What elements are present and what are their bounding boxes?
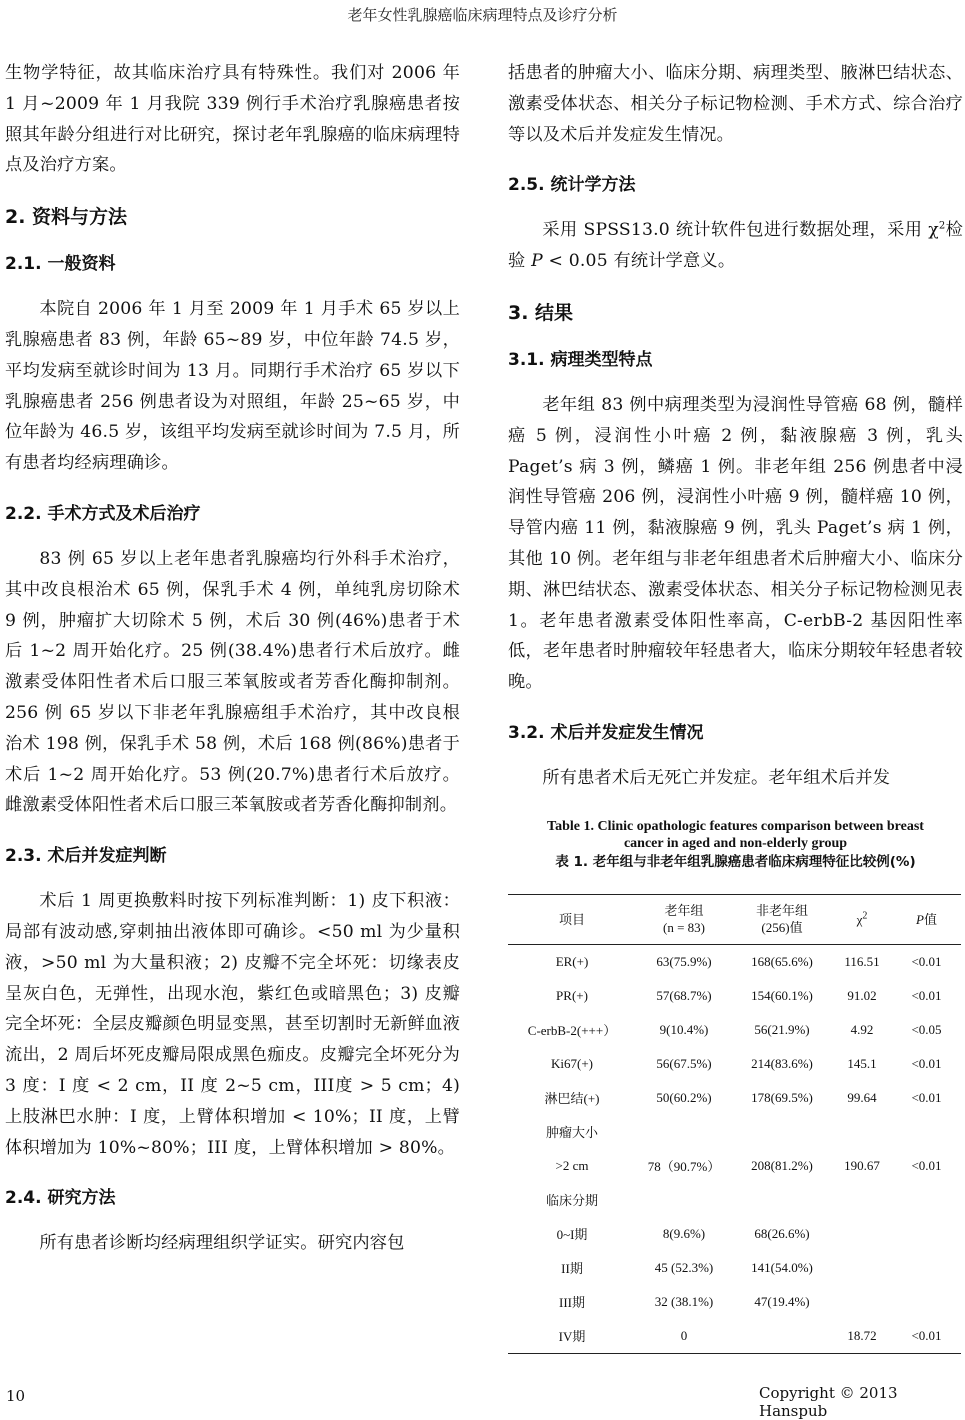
p-symbol: P: [531, 251, 543, 272]
table-cell: 145.1: [847, 1055, 877, 1071]
table-cell: 18.72: [832, 1319, 892, 1354]
table-cell: 临床分期: [545, 1193, 598, 1209]
table-cell: [832, 1217, 892, 1251]
section-2-4-heading: 2.4. 研究方法: [5, 1188, 116, 1209]
table-cell: [832, 1183, 892, 1217]
table-cell: PR(+): [556, 987, 588, 1003]
section-3-2-paragraph: 所有患者术后无死亡并发症。老年组术后并发: [542, 767, 891, 788]
table-row: [508, 1251, 961, 1285]
table-cell: [732, 1183, 832, 1217]
section-2-2-paragraph: 83 例 65 岁以上老年患者乳腺癌均行外科手术治疗，其中改良根治术 65 例，保乳手术 4 例，单纯乳房切除术 9 例，肿瘤扩大切除术 5 例，术后 30 例(46%)患者于术后 1~2 周开始化疗。25 例(38.4%)患者行术后放疗。雌激素受体阳性者术后口服三苯氧胺或者芳香化酶抑制剂。256 例 65 岁以下非老年乳腺癌组手术治疗，其中改良根治术 198 例，保乳手术 58 例，术后 168 例(86%)患者于术后 1~2 周开始化疗。53 例(20.7%)患者行术后放疗。雌激素受体阳性者术后口服三苯氧胺或者芳香化酶抑制剂。: [5, 548, 460, 816]
stats-text-c: < 0.05 有统计学意义。: [542, 251, 736, 272]
table-cell: C-erbB-2(+++）: [527, 1023, 617, 1039]
table-row: [508, 944, 961, 979]
right-column: [508, 58, 963, 1354]
table-row: [508, 1217, 961, 1251]
table-cell: [832, 1115, 892, 1149]
table-caption-en-line-2: cancer in aged and non-elderly group: [623, 835, 848, 851]
section-2-1-heading: 2.1. 一般资料: [5, 254, 116, 275]
table-cell: 32 (38.1%): [654, 1293, 714, 1309]
table-cell: 0~I期: [556, 1227, 588, 1243]
table-cell: <0.01: [911, 987, 942, 1003]
table-cell: 154(60.1%): [751, 987, 813, 1003]
table-cell: >2 cm: [555, 1157, 589, 1173]
table-cell: 141(54.0%): [751, 1259, 813, 1275]
table-cell: 68(26.6%): [754, 1225, 810, 1241]
section-2-1-paragraph: 本院自 2006 年 1 月至 2009 年 1 月手术 65 岁以上乳腺癌患者 83 例，年龄 65~89 岁，中位年龄 74.5 岁，平均发病至就诊时间为 13 月。同期行手术治疗 65 岁以下乳腺癌患者 256 例患者设为对照组，年龄 25~65 岁，中位年龄为 46.5 岁，该组平均发病至就诊时间为 7.5 月，所有患者均经病理确诊。: [5, 299, 460, 474]
table-cell: 0: [636, 1319, 732, 1354]
section-2-4-paragraph: 所有患者诊断均经病理组织学证实。研究内容包: [39, 1233, 405, 1254]
table-row: [508, 1047, 961, 1081]
table-cell: ER(+): [555, 953, 589, 969]
copyright-notice: Copyright © 2013 Hanspub: [759, 1384, 898, 1420]
table-1: [508, 894, 961, 1354]
section-3-2-heading: 3.2. 术后并发症发生情况: [508, 722, 704, 743]
table-cell: [832, 1251, 892, 1285]
table-row: [508, 1183, 961, 1217]
table-cell: IV期: [508, 1319, 636, 1354]
table-cell: 208(81.2%): [751, 1157, 813, 1173]
table-cell: [636, 1183, 732, 1217]
table-cell: 168(65.6%): [751, 953, 813, 969]
table-cell: 57(68.7%): [656, 987, 712, 1003]
table-cell: 91.02: [847, 987, 877, 1003]
table-cell: [732, 1319, 832, 1354]
table-cell: [732, 1115, 832, 1149]
table-cell: III期: [559, 1295, 585, 1311]
table-cell: <0.01: [911, 1157, 942, 1173]
table-cell: <0.01: [892, 1319, 961, 1354]
table-cell: [892, 1217, 961, 1251]
table-cell: <0.01: [911, 1055, 942, 1071]
section-2-2-heading: 2.2. 手术方式及术后治疗: [5, 503, 201, 524]
table-cell: <0.01: [911, 1089, 942, 1105]
stats-text-a: 采用 SPSS13.0 统计软件包进行数据处理，采用 χ: [542, 220, 939, 241]
table-row: [508, 1013, 961, 1047]
section-3-1-paragraph: 老年组 83 例中病理类型为浸润性导管癌 68 例，髓样癌 5 例，浸润性小叶癌 2 例，黏液腺癌 3 例，乳头 Paget’s 病 3 例，鳞癌 1 例。非老年组 256 例患者中浸润性导管癌 206 例，浸润性小叶癌 9 例，髓样癌 10 例，导管内癌 11 例，黏液腺癌 9 例，乳头 Paget’s 病 1 例，其他 10 例。老年组与非老年组患者术后肿瘤大小、临床分期、淋巴结状态、激素受体状态、相关分子标记物检测见表 1。老年患者激素受体阳性率高，C-erbB-2 基因阳性率低，老年患者时肿瘤较年轻患者大，临床分期较年轻患者较晚。: [508, 394, 963, 693]
table-cell: 56(21.9%): [754, 1021, 810, 1037]
table-body: [508, 944, 961, 1353]
table-cell: [892, 1251, 961, 1285]
running-header: 老年女性乳腺癌临床病理特点及诊疗分析: [347, 6, 618, 24]
table-header-row: [508, 894, 961, 944]
table-cell: [832, 1285, 892, 1319]
table-cell: 50(60.2%): [656, 1089, 712, 1105]
section-2-4-continued: 括患者的肿瘤大小、临床分期、病理类型、腋淋巴结状态、激素受体状态、相关分子标记物检测、手术方式、综合治疗等以及术后并发症发生情况。: [508, 63, 963, 145]
table-row: [508, 1285, 961, 1319]
table-cell: [892, 1285, 961, 1319]
table-row: [508, 979, 961, 1013]
table-cell: 178(69.5%): [751, 1089, 813, 1105]
header-chi-square: $\chi^2$: [832, 894, 892, 944]
table-cell: 63(75.9%): [656, 953, 712, 969]
section-2-heading: 2. 资料与方法: [5, 206, 128, 229]
header-non-elderly: 非老年组 (256)值: [732, 894, 832, 944]
section-2-3-paragraph: 术后 1 周更换敷料时按下列标准判断：1) 皮下积液：局部有波动感,穿刺抽出液体即可确诊。<50 ml 为少量积液，>50 ml 为大量积液；2) 皮瓣不完全坏死：切缘表皮呈灰白色，无弹性，出现水泡，紫红色或暗黑色；3) 皮瓣完全坏死：全层皮瓣颜色明显变黑，甚至切割时无新鲜血液流出，2 周后坏死皮瓣局限成黑色痂皮。皮瓣完全坏死分为 3 度：I 度 < 2 cm，II 度 2~5 cm，III度 > 5 cm；4) 上肢淋巴水肿：I 度，上臂体积增加 < 10%；II 度，上臂体积增加为 10%~80%；III 度，上臂体积增加 > 80%。: [5, 891, 460, 1158]
table-cell: [892, 1115, 961, 1149]
table-cell: 116.51: [844, 953, 880, 969]
table-cell: [892, 1183, 961, 1217]
table-cell: 214(83.6%): [751, 1055, 813, 1071]
table-cell: <0.05: [911, 1021, 942, 1037]
table-cell: 肿瘤大小: [545, 1125, 598, 1141]
table-cell: 99.64: [847, 1089, 877, 1105]
table-cell: 190.67: [844, 1157, 880, 1173]
section-3-1-heading: 3.1. 病理类型特点: [508, 349, 653, 370]
table-cell: 47(19.4%): [754, 1293, 810, 1309]
page-number: 10: [6, 1387, 26, 1405]
chi-square-superscript: 2: [938, 220, 946, 232]
table-cell: 4.92: [850, 1021, 874, 1037]
section-2-3-heading: 2.3. 术后并发症判断: [5, 846, 167, 867]
table-cell: II期: [561, 1261, 583, 1277]
table-caption-en-line-1: Table 1. Clinic opathologic features comparison between breast: [547, 818, 924, 834]
table-row: [508, 1319, 961, 1354]
intro-paragraph: 生物学特征，故其临床治疗具有特殊性。我们对 2006 年 1 月~2009 年 1 月我院 339 例行手术治疗乳腺癌患者按照其年龄分组进行对比研究，探讨老年乳腺癌的临床病理特点及治疗方案。: [5, 63, 460, 176]
table-cell: 56(67.5%): [656, 1055, 712, 1071]
table-row: [508, 1149, 961, 1183]
left-column: [5, 58, 460, 1259]
header-aged: 老年组 (n = 83): [636, 894, 732, 944]
header-item: 项目: [508, 894, 636, 944]
table-cell: 淋巴结(+): [544, 1091, 600, 1107]
section-2-5-heading: 2.5. 统计学方法: [508, 175, 636, 196]
table-1-block: [508, 818, 963, 1354]
header-p-value: P值: [892, 894, 961, 944]
table-caption-zh: 表 1. 老年组与非老年组乳腺癌患者临床病理特征比较例(%): [555, 853, 916, 870]
stats-text-b: 检验: [508, 220, 963, 272]
table-cell: 9(10.4%): [659, 1021, 709, 1037]
table-cell: 8(9.6%): [662, 1225, 706, 1241]
table-row: [508, 1081, 961, 1115]
table-cell: <0.01: [911, 953, 942, 969]
table-cell: Ki67(+): [551, 1055, 593, 1071]
table-cell: 45 (52.3%): [654, 1259, 714, 1275]
table-cell: [636, 1115, 732, 1149]
section-2-5-paragraph: [508, 215, 963, 277]
section-3-heading: 3. 结果: [508, 301, 574, 324]
table-cell: 78（90.7%）: [647, 1159, 721, 1175]
table-row: [508, 1115, 961, 1149]
